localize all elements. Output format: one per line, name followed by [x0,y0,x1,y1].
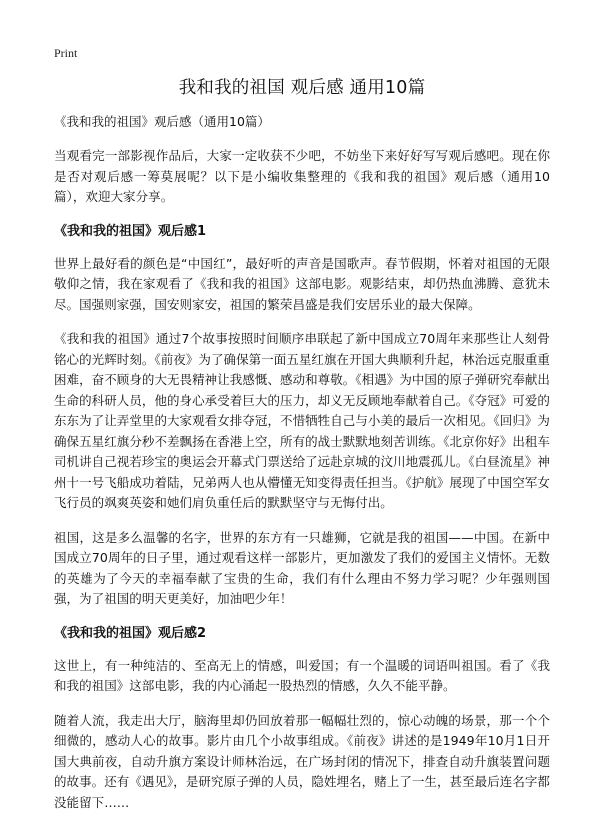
document-subtitle: 《我和我的祖国》观后感（通用10篇） [54,114,270,129]
section-heading-2: 《我和我的祖国》观后感2 [54,625,207,641]
section-1-paragraph-2: 《我和我的祖国》通过7个故事按照时间顺序串联起了新中国成立70周年来那些让人刻骨铭心的光辉时刻。《前夜》为了确保第一面五星红旗在开国大典顺利升起，林治远克服重重困难，奋不顾身的大无畏精神让我感慨、感动和尊敬。《相遇》为中国的原子弹研究奉献出生命的科研人员，他的身心承受着巨大的压力，却义无反顾地奉献着自己。《夺冠》可爱的东东为了让弄堂里的大家观看女排夺冠，不惜牺牲自己与小美的最后一次相见。《回归》为确保五星红旗分秒不差飘扬在香港上空，所有的战士默默地刻苦训练。《北京你好》出租车司机讲自己视若珍宝的奥运会开幕式门票送给了远赴京城的汶川地震孤儿。《白昼流星》神州十一号飞船成功着陆，兄弟两人也从懵懂无知变得责任担当。《护航》展现了中国空军女飞行员的飒爽英姿和她们肩负重任后的默默坚守与无悔付出。 [54,331,550,510]
document-title: 我和我的祖国 观后感 通用10篇 [178,78,426,98]
intro-paragraph: 当观看完一部影视作品后，大家一定收获不少吧，不妨坐下来好好写写观后感吧。现在你是否对观后感一筹莫展呢？以下是小编收集整理的《我和我的祖国》观后感（通用10篇），欢迎大家分享。 [54,148,550,204]
section-heading-1: 《我和我的祖国》观后感1 [54,223,207,239]
section-2-paragraph-2: 随着人流，我走出大厅，脑海里却仍回放着那一幅幅壮烈的，惊心动魄的场景，那一个个细微的，感动人心的故事。影片由几个小故事组成。《前夜》讲述的是1949年10月1日开国大典前夜，自动升旗方案设计师林治远，在广场封闭的情况下，排查自动升旗装置问题的故事。还有《遇见》，是研究原子弹的人员，隐姓埋名，赌上了一生，甚至最后连名字都没能留下…… [54,712,550,810]
document-body [54,74,550,827]
section-1-paragraph-3: 祖国，这是多么温馨的名字，世界的东方有一只雄狮，它就是我的祖国——中国。在新中国成立70周年的日子里，通过观看这样一部影片，更加激发了我们的爱国主义情怀。无数的英雄为了今天的幸福奉献了宝贵的生命，我们有什么理由不努力学习呢？少年强则国强，为了祖国的明天更美好，加油吧少年！ [54,529,550,606]
section-1-paragraph-1: 世界上最好看的颜色是“中国红”，最好听的声音是国歌声。春节假期，怀着对祖国的无限敬仰之情，我在家观看了《我和我的祖国》这部电影。观影结束，却仍热血沸腾、意犹未尽。国强则家强，国安则家安，祖国的繁荣昌盛是我们安居乐业的最大保障。 [54,255,550,312]
print-link[interactable]: Print [54,46,78,60]
section-2-paragraph-1: 这世上，有一种纯洁的、至高无上的情感，叫爱国；有一个温暖的词语叫祖国。看了《我和我的祖国》这部电影，我的内心涌起一股热烈的情感，久久不能平静。 [54,657,550,693]
